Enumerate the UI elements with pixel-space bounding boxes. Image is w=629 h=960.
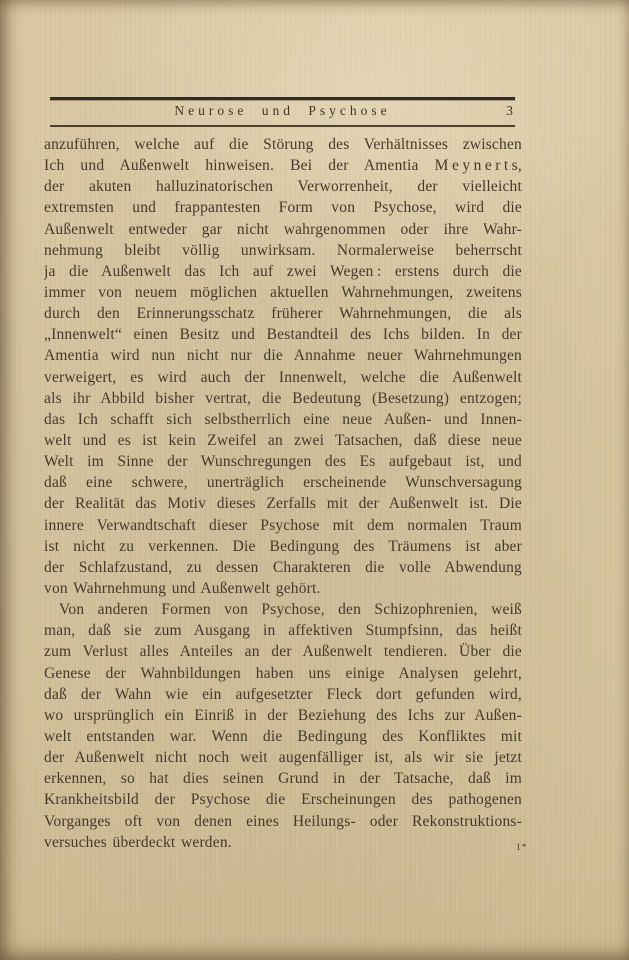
text-line: immer von neuem möglichen aktuellen Wahrnehmungen, zweitens (44, 283, 522, 301)
text-line: der Realität das Motiv dieses Zerfalls mit der Außenwelt ist. Die (44, 495, 522, 513)
text-line: anzuführen, welche auf die Störung des Verhältnisses zwischen (44, 136, 522, 153)
text-line: nehmung bleibt völlig unwirksam. Normalerweise beherrscht (44, 241, 522, 259)
text-line: zum Verlust alles Anteiles an der Außenwelt tendieren. Über die (44, 643, 522, 661)
text-line: das Ich schafft sich selbstherrlich eine neue Außen- und Innen- (44, 410, 522, 428)
header-rule-thin (50, 125, 515, 127)
text-line: ja die Außenwelt das Ich auf zwei Wegen : erstens durch die (44, 262, 522, 280)
text-line: Welt im Sinne der Wunschregungen des Es aufgebaut ist, und (44, 453, 522, 471)
text-line: daß eine schwere, unerträglich erscheinende Wunschversagung (44, 474, 522, 492)
body-text (44, 134, 522, 853)
text-line: der Schlafzustand, zu dessen Charakteren die volle Abwendung (44, 558, 522, 576)
signature-mark: 1* (516, 843, 528, 853)
text-line: „Innenwelt“ einen Besitz und Bestandteil des Ichs bilden. In der (44, 326, 522, 344)
text-line: extremsten und frappantesten Form von Psychose, wird die (44, 199, 522, 217)
text-line: welt und es ist kein Zweifel an zwei Tatsachen, daß diese neue (44, 431, 522, 449)
text-line: Von anderen Formen von Psychose, den Schizophrenien, weiß (59, 601, 522, 619)
text-line: Ich und Außenwelt hinweisen. Bei der Amentia M e y n e r t s, (44, 157, 522, 175)
text-line: der Außenwelt nicht noch weit augenfälliger ist, als wir sie jetzt (44, 749, 522, 767)
page-number: 3 (506, 104, 513, 119)
text-line: versuches überdeckt werden. (44, 833, 232, 851)
text-line: Vorganges oft von denen eines Heilungs- oder Rekonstruktions- (44, 812, 522, 830)
text-line: von Wahrnehmung und Außenwelt gehört. (44, 579, 321, 597)
running-title: Neurose und Psychose (174, 103, 391, 118)
text-line: durch den Erinnerungsschatz früherer Wahrnehmungen, die als (44, 305, 522, 323)
text-line: Amentia wird nun nicht nur die Annahme neuer Wahrnehmungen (44, 347, 522, 365)
text-line: wo ursprünglich ein Einriß in der Beziehung des Ichs zur Außen- (44, 706, 522, 724)
text-line: welt entstanden war. Wenn die Bedingung des Konfliktes mit (44, 727, 522, 745)
text-line: Außenwelt entweder gar nicht wahrgenommen oder ihre Wahr- (44, 220, 522, 238)
text-line: man, daß sie zum Ausgang in affektiven Stumpfsinn, das heißt (44, 622, 522, 640)
text-line: daß der Wahn wie ein aufgesetzter Fleck dort gefunden wird, (44, 685, 522, 703)
page-header (50, 103, 515, 123)
text-line: der akuten halluzinatorischen Verworrenheit, der vielleicht (44, 178, 522, 196)
text-line: erkennen, so hat dies seinen Grund in der Tatsache, daß im (44, 770, 522, 788)
text-line: ist nicht zu verkennen. Die Bedingung des Träumens ist aber (44, 537, 522, 555)
header-rule-thick (50, 97, 515, 100)
text-line: Krankheitsbild der Psychose die Erscheinungen des pathogenen (44, 791, 522, 809)
text-line: innere Verwandtschaft dieser Psychose mit dem normalen Traum (44, 516, 522, 534)
text-line: verweigert, es wird auch der Innenwelt, welche die Außenwelt (44, 368, 522, 386)
text-line: Genese der Wahnbildungen haben uns einige Analysen gelehrt, (44, 664, 522, 682)
text-line: als ihr Abbild bisher vertrat, die Bedeutung (Besetzung) entzogen; (44, 389, 522, 407)
